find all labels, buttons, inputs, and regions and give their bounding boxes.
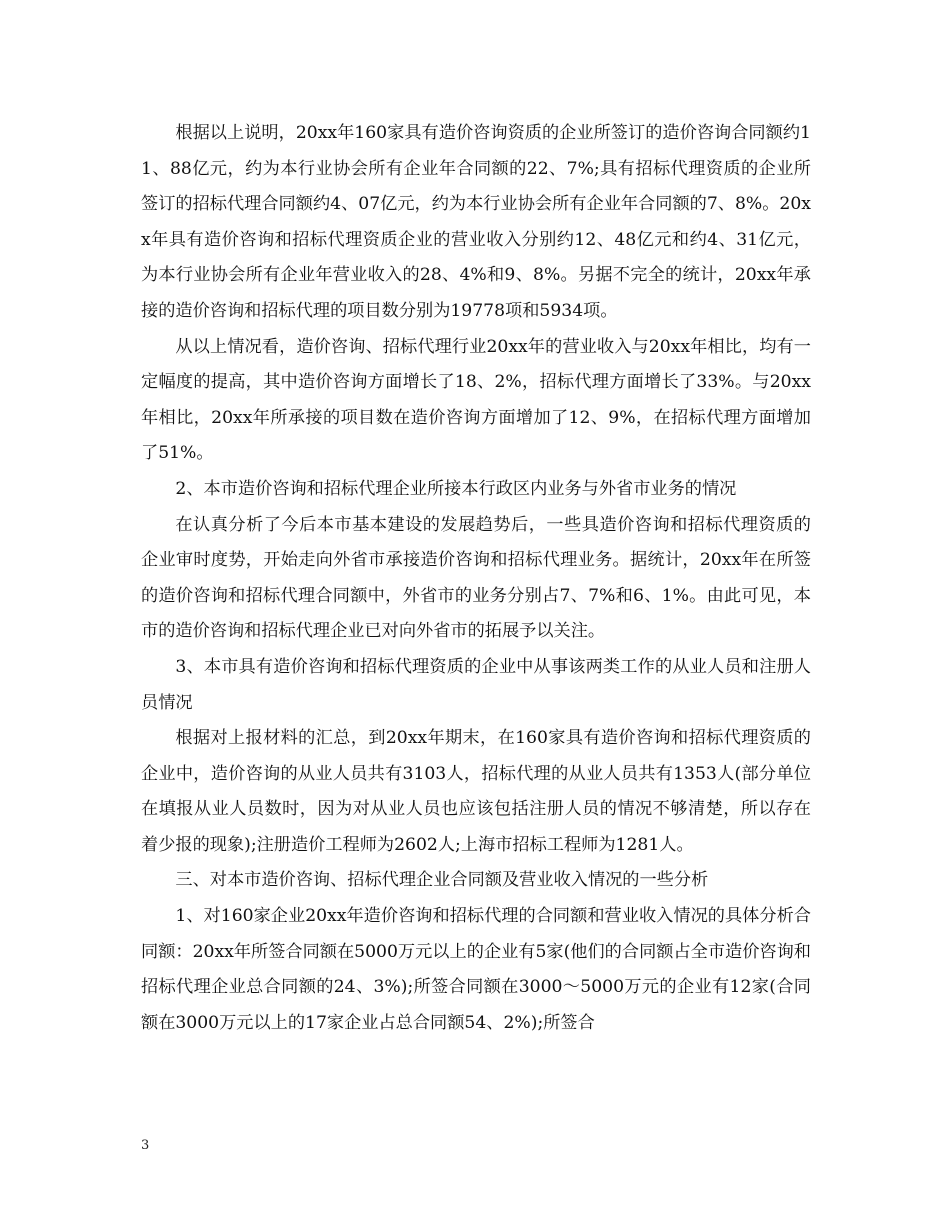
section-heading-staff-and-registered-personnel: 3、本市具有造价咨询和招标代理资质的企业中从事该两类工作的从业人员和注册人员情况 xyxy=(141,656,811,713)
paragraph-contract-analysis: 1、对160家企业20xx年造价咨询和招标代理的合同额和营业收入情况的具体分析合同额：20xx年所签合同额在5000万元以上的企业有5家(他们的合同额占全市造价咨询和招标代理企业总合同额的24、3%);所签合同额在3000～5000万元的企业有12家(合同额在3000万元以上的17家企业占总合同额54、2%);所签合 xyxy=(141,906,811,1033)
paragraph-summary-contract-amounts: 根据以上说明，20xx年160家具有造价咨询资质的企业所签订的造价咨询合同额约11、88亿元，约为本行业协会所有企业年合同额的22、7%;具有招标代理资质的企业所签订的招标代理合同额约4、07亿元，约为本行业协会所有企业年合同额的7、8%。20xx年具有造价咨询和招标代理资质企业的营业收入分别约12、48亿元和约4、31亿元，为本行业协会所有企业年营业收入的28、4%和9、8%。另据不完全的统计，20xx年承接的造价咨询和招标代理的项目数分别为19778项和5934项。 xyxy=(141,123,811,321)
section-heading-analysis: 三、对本市造价咨询、招标代理企业合同额及营业收入情况的一些分析 xyxy=(175,870,709,891)
paragraph-growth-comparison: 从以上情况看，造价咨询、招标代理行业20xx年的营业收入与20xx年相比，均有一定幅度的提高，其中造价咨询方面增长了18、2%，招标代理方面增长了33%。与20xx年相比，20xx年所承接的项目数在造价咨询方面增加了12、9%，在招标代理方面增加了51%。 xyxy=(141,336,811,464)
paragraph-external-business: 在认真分析了今后本市基本建设的发展趋势后，一些具造价咨询和招标代理资质的企业审时度势，开始走向外省市承接造价咨询和招标代理业务。据统计，20xx年在所签的造价咨询和招标代理合同额中，外省市的业务分别占7、7%和6、1%。由此可见，本市的造价咨询和招标代理企业已对向外省市的拓展予以关注。 xyxy=(141,514,811,642)
section-heading-local-vs-external-business: 2、本市造价咨询和招标代理企业所接本行政区内业务与外省市业务的情况 xyxy=(175,478,737,499)
document-page xyxy=(141,116,811,1041)
page-number: 3 xyxy=(141,1138,150,1153)
paragraph-staff-statistics: 根据对上报材料的汇总，到20xx年期末，在160家具有造价咨询和招标代理资质的企业中，造价咨询的从业人员共有3103人，招标代理的从业人员共有1353人(部分单位在填报从业人员数时，因为对从业人员也应该包括注册人员的情况不够清楚，所以存在着少报的现象);注册造价工程师为2602人;上海市招标工程师为1281人。 xyxy=(141,728,811,855)
